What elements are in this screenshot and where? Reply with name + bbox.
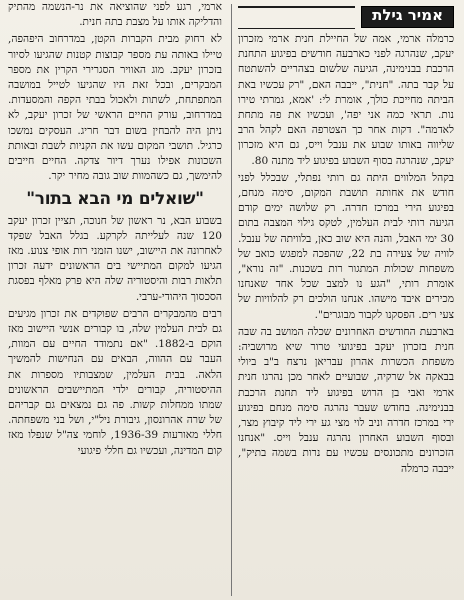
paragraph: לא רחוק מבית הקברות הקטן, במדרחוב היפהפה, טיילו באותה עת מספר קבוצות קטנות שהגיעו לסיור בזכרון יעקב. מוג האוויר הסגרירי הקרין את מספר המבקרים, ובכל זאת היו שהגיעו לטייל במושבה המתפתחת, לשתות ולאכול בבתי הקפה והמסעדות. במדרחוב, עורק החיים הראשי של זכרון יעקב, לא ניתן היה להבחין בשום דבר חריג. העסקים נמשכו כרגיל. תושבי המקום עשו את הקניות לשבת ובאותת השכונות אפילו נערך דיור צדקה. החיים חייבים להימשך, גם כשהמוות שוב גובה מחיר יקר. [8,33,222,183]
column-divider [231,4,232,596]
header-rule [238,6,355,29]
paragraph: כרמלה ארמי, אמה של החיילת חנית ארמי מזכרון יעקב, שנהרגה לפני כארבעה חודשים בפיגוע התחנת הרכבת בבנימינה, הגיעה שלשום בצהריים להשתטח על קבר בתה. "חנית", ייבבה האם, "רק עכשיו באת הביתה מחייכת כולך, אומרת לי: 'אמא, גמרתי טירו נות. תראי כמה אני יפה', ועכשיו את פה מתחת לאדמה". דקות אחר כך הצטרפה האם לקהל הרב שליווה באותו שבוע את ענבל וייס, גם היא מזכרון יעקב, שנהרגה בסוף השבוע בפיגוע ליד מתנה 80. [238,33,454,167]
byline-header [238,6,454,28]
article-column-right [238,0,454,600]
paragraph: בשבוע הבא, נר ראשון של חנוכה, תציין זכרון יעקב 120 שנה לעלייתה לקרקע. בגלל האבל שפקד לאחרונה את היישוב, ישנו הזמני רות אופי צנוע. מאז הגיעו למקום המתיישי בים הראשונים ידעה זכרון תלאות רבות והיסטוריה שלה היא פרק מאלף בפסגת הסכסוך היהודי-ערבי. [8,214,222,303]
author-byline: אמיר גילת [361,6,454,27]
paragraph: בקהל המלווים היתה גם רותי נפתלי, שבכלל לפני חודש את אחותה תושבת המקום, סימה מנחם, בפיגוע הירי במרכז חדרה. רק שלושה ימים קודם הגיעה רותי לבית העלמין, לטקס גילוי המצבה בתום 30 ימי האבל, והנה היא שוב כאן, בלוויתה של ענבל. לוויה של צעירה בת 22, שהפכה למפגש כואב של משפחות שכולות המתגור רות בשכנות. "זה נורא", אומרת רותי, "הגע נו למצב שכל אחד שאנחנו מכירים איבד מישהו. אנחנו הולכים רק להלוויות של צעי רים. הפסקנו לקבור מבוגרים". [238,171,454,321]
paragraph: בארבעת החודשים האחרונים שכלה המושב בה שבה חנית בזכרון יעקב בפיגועי טרור שיא מרושביה: משפחת הכשרות אהרון עבריאן נרצח ב"ב ביולי בבאקה אל שרקיה, שבועיים לאחר מכן נהרגו חנית ארמי ואבי בן הרוש בפיגוע ליד תחנת הרכבת בבנימינה. בחודש שעבר נהרגה סימה מנחם בפיגוע ירי במרכז חדרה וניב לוי מצי גע ירי ליד קיבוץ מצר, ובסוף השבוע האחרון נהרגה ענבל וייס. "אנחנו הזכרונים מתכונסים עכשיו עם נרות בשמה בתיק", ייבבה כרמלה [238,325,454,475]
paragraph: רבים מהמבקרים הרבים שפוקדים את זכרון מגיעים גם לבית העלמין שלה, בו קבורים אנשי היישוב מאז הוקם ב-1882. "אם נתמודד החיים עם המוות, העבר עם ההווה, הבאים עם הנחישות להמשיך הלאה. בבית העלמין, שמצבותיו מספרות את ההיסטוריה, קבורים ילדי המתיישבים הראשונים שמתו ממחלות קשות. פה גם נמצאים גם קבריהם של שרה אהרונסון, גיבורת ניל"י, ושל בני משפחתה. חללי מאורעות 1936-39, לוחמי צה"ל שנפלו מאז קום המדינה, ועכשיו גם חללי פיגועי [8,307,222,457]
paragraph: ארמי, רגע לפני שהוציאה את נר-הנשמה מהתיק והדליקה אותו על מצבת בתה חנית. [8,1,222,29]
article-column-left [8,0,222,600]
subheading: "שואלים מי הבא בתור" [26,189,204,210]
